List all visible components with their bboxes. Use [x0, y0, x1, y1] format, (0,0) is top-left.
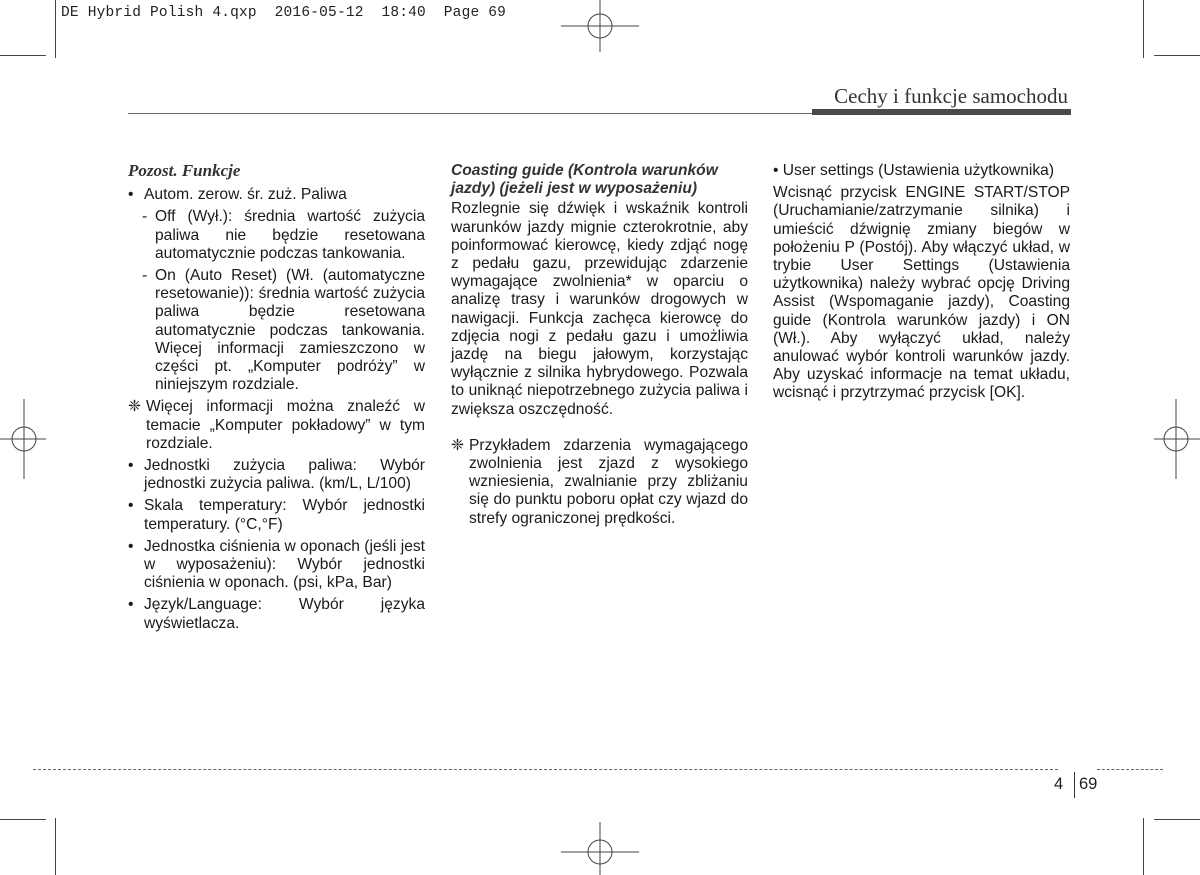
sub-list-item-text: Off (Wył.): średnia wartość zużycia paliwa nie będzie resetowana automatycznie podczas tankowania.: [155, 208, 425, 262]
bullet-text: User settings (Ustawienia użytkownika): [782, 162, 1055, 179]
crop-mark-top-right: [1143, 0, 1144, 58]
dash-marker: -: [142, 208, 148, 226]
note-marker-icon: ❈: [451, 436, 465, 454]
crop-mark-bottom-right: [1143, 818, 1144, 875]
sub-list-item: [128, 267, 425, 394]
dash-marker: -: [142, 267, 148, 285]
column-2: [451, 162, 748, 532]
list-item-text: Jednostka ciśnienia w oponach (jeśli jest w wyposażeniu): Wybór jednostki ciśnienia w oponach. (psi, kPa, Bar): [144, 537, 425, 592]
crop-mark-bottom-right-h: [1154, 819, 1200, 820]
section-title: Cechy i funkcje samochodu: [834, 84, 1068, 108]
print-slug: DE Hybrid Polish 4.qxp 2016-05-12 18:40 Page 69: [61, 5, 507, 21]
note: [128, 398, 425, 453]
crop-mark-bottom-left: [55, 818, 56, 875]
sub-list-item-text: On (Auto Reset) (Wł. (automatyczne resetowanie)): średnia wartość zużycia paliwa będzie resetowana automatycznie podczas tankowania. Więcej informacji zamieszczono w części pt. „Komputer podróży” w niniejszym rozdziale.: [155, 267, 425, 394]
list-item-text: Jednostki zużycia paliwa: Wybór jednostki zużycia paliwa. (km/L, L/100): [144, 457, 425, 493]
registration-mark-right: [1150, 395, 1200, 485]
list-item: [128, 186, 425, 204]
list-item-text: Język/Language: Wybór języka wyświetlacza.: [144, 596, 425, 632]
registration-mark-bottom: [555, 818, 645, 875]
note-text: Przykładem zdarzenia wymagającego zwolnienia jest zjazd z wysokiego wzniesienia, zwalnianie przy zbliżaniu się do punktu poboru opłat czy wjazd do strefy ograniczonej prędkości.: [469, 436, 748, 527]
registration-mark-left: [0, 395, 50, 485]
heading-other-functions: Pozost. Funkcje: [128, 161, 241, 180]
list-item-text: Skala temperatury: Wybór jednostki temperatury. (°C,°F): [144, 497, 425, 533]
crop-mark-top-left-h: [0, 55, 46, 56]
crop-mark-top-right-h: [1154, 55, 1200, 56]
note: [451, 437, 748, 528]
user-settings-bullet: • User settings (Ustawienia użytkownika): [773, 162, 1055, 179]
registration-mark-top: [555, 0, 645, 58]
list-item: [128, 457, 425, 493]
header-rule-accent: [812, 109, 1071, 115]
heading-coasting-guide: Coasting guide (Kontrola warunków jazdy) (jeżeli jest w wyposażeniu): [451, 162, 718, 198]
paragraph: Wcisnąć przycisk ENGINE START/STOP (Uruchamianie/zatrzymanie silnika) i umieścić dźwignię zmiany biegów w położeniu P (Postój). Aby włączyć układ, w trybie User Settings (Ustawienia użytkownika) należy wybrać opcję Driving Assist (Wspomaganie jazdy), Coasting guide (Kontrola warunków jazdy) i ON (Wł.). Aby wyłączyć układ, należy anulować wybór kontroli warunków jazdy. Aby uzyskać informacje na temat układu, wcisnąć i przytrzymać przycisk [OK].: [773, 184, 1070, 402]
list-item: [128, 497, 425, 533]
sub-list-item: [128, 208, 425, 263]
chapter-number: 4: [1054, 775, 1064, 793]
footer-rule-right: [1097, 769, 1163, 770]
paragraph: Rozlegnie się dźwięk i wskaźnik kontroli warunków jazdy mignie czterokrotnie, aby poinformować kierowcę, kiedy zdjąć nogę z pedału gazu, przewidując zdarzenie wymagające zwolnienia* w oparciu o analizę trasy i warunków drogowych w nawigacji. Funkcja zachęca kierowcę do zdjęcia nogi z pedału gazu i umożliwia jazdę na biegu jałowym, korzystając wyłącznie z silnika hybrydowego. Pozwala to uniknąć niepotrzebnego zużycia paliwa i zwiększa oszczędność.: [451, 200, 748, 418]
page-number-divider: [1074, 772, 1075, 798]
list-item: [128, 596, 425, 632]
crop-mark-top-left: [55, 0, 56, 58]
crop-mark-bottom-left-h: [0, 819, 46, 820]
page-number: 69: [1079, 775, 1098, 793]
footer-rule: [33, 769, 1058, 770]
note-marker-icon: ❈: [128, 398, 142, 416]
note-text: Więcej informacji można znaleźć w temacie „Komputer pokładowy” w tym rozdziale.: [146, 398, 425, 452]
list-item-text: Autom. zerow. śr. zuż. Paliwa: [144, 186, 347, 204]
column-1: [128, 162, 425, 637]
column-3: [773, 162, 1070, 403]
list-item: [128, 538, 425, 593]
